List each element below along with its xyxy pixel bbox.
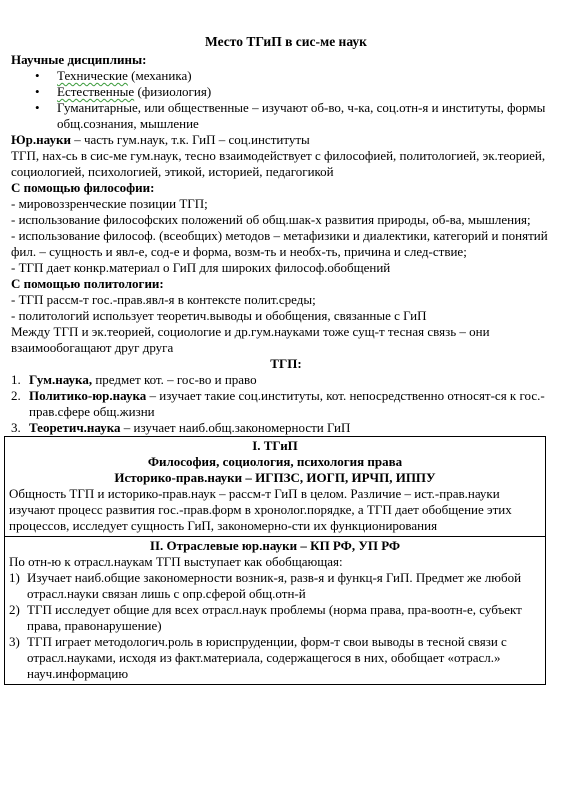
item-text: Изучает наиб.общие закономерности возник-я, разв-я и функц-я ГиП. Предмет же любой отрасл.науки связан лишь с опр.сферой общ.отн-й <box>27 570 522 601</box>
table-cell-branch-sciences <box>5 536 545 684</box>
item-rest: – изучает такие соц.институты, кот. непосредственно относят-ся к гос.-прав.сфере общ.жизни <box>29 388 545 419</box>
cell-subheading: Философия, социология, психология права <box>147 454 403 469</box>
disciplines-list <box>11 68 561 132</box>
philosophy-line: - использование философ. (всеобщих) методов – метафизики и диалектики, категорий и понятий фил. – сущность и явл-е, сод-е и форма, возм-ть и необх-ть, причина и след-ствие; <box>11 228 548 259</box>
item-rest: предмет кот. – гос-во и право <box>92 372 257 387</box>
cell-text: Общность ТГП и историко-прав.наук – рассм-т ГиП в целом. Различие – ист.-прав.науки изучают процесс развития гос.-прав.форм в хронолог.порядке, а ТГП дает обобщение этих процессов, исследует сущность ГиП, закономерно-сти их функционирования <box>9 486 512 533</box>
discipline-rest: Гуманитарные, или общественные – изучают об-во, ч-ка, соц.отн-я и институты, формы общ.сознания, мышление <box>57 100 546 131</box>
politology-line: - политологий использует теоретич.выводы и обобщения, связанные с ГиП <box>11 308 427 323</box>
discipline-main: Технические <box>57 68 128 83</box>
philosophy-line: - ТГП дает конкр.материал о ГиП для широких философ.обобщений <box>11 260 391 275</box>
item-lead: Теоретич.наука <box>29 420 121 435</box>
item-number: 3) <box>9 634 20 649</box>
item-number: 2) <box>9 602 20 617</box>
list-item <box>35 100 561 132</box>
item-rest: – изучает наиб.общ.закономерности ГиП <box>120 420 351 435</box>
politology-line: Между ТГП и эк.теорией, социологие и др.гум.науками тоже сущ-т тесная связь – они взаимообогащают друг друга <box>11 324 490 355</box>
philosophy-line: - мировоззренческие позиции ТГП; <box>11 196 208 211</box>
politology-heading: С помощью политологии: <box>11 276 164 291</box>
document-page <box>11 34 561 685</box>
law-paragraph <box>11 132 561 148</box>
sciences-table <box>4 436 546 685</box>
tgp-list <box>11 372 561 436</box>
item-number: 1) <box>9 570 20 585</box>
cell-subheading: Историко-прав.науки – ИГПЗС, ИОГП, ИРЧП, ИППУ <box>114 470 436 485</box>
cell-heading: II. Отраслевые юр.науки – КП РФ, УП РФ <box>149 538 401 553</box>
item-lead: Гум.наука, <box>29 372 93 387</box>
list-item <box>9 634 541 682</box>
item-number: 1. <box>11 372 21 387</box>
list-item <box>11 420 561 436</box>
item-number: 2. <box>11 388 21 403</box>
page-title: Место ТГиП в сис-ме наук <box>205 34 367 49</box>
item-text: ТГП играет методологич.роль в юриспруденции, форм-т свои выводы в тесной связи с отрасл.науками, исходя из факт.материала, содержащегося в них, обобщает «отрасл.» науч.информацию <box>27 634 507 681</box>
law-line2: ТГП, нах-сь в сис-ме гум.наук, тесно взаимодействует с философией, политологией, эк.теорией, социологией, психологией, этикой, историей, педагогикой <box>11 148 546 179</box>
tgp-heading: ТГП: <box>270 356 302 371</box>
list-item <box>11 388 561 420</box>
branch-list <box>9 570 541 682</box>
philosophy-heading: С помощью философии: <box>11 180 155 195</box>
cell-intro: По отн-ю к отрасл.наукам ТГП выступает как обобщающая: <box>9 554 343 569</box>
list-item <box>9 602 541 634</box>
law-lead: Юр.науки <box>11 132 71 147</box>
item-text: ТГП исследует общие для всех отрасл.наук проблемы (норма права, пра-воотн-е, субъект права, правонарушение) <box>27 602 522 633</box>
list-item <box>9 570 541 602</box>
cell-heading: I. ТГиП <box>252 438 298 453</box>
discipline-rest: (механика) <box>127 68 192 83</box>
item-number: 3. <box>11 420 21 435</box>
disciplines-heading: Научные дисциплины: <box>11 52 147 67</box>
item-lead: Политико-юр.наука <box>29 388 147 403</box>
philosophy-line: - использование философских положений об общ.шак-х развития природы, об-ва, мышления; <box>11 212 531 227</box>
discipline-main: Естественные <box>57 84 135 99</box>
list-item <box>35 68 561 84</box>
law-rest: – часть гум.наук, т.к. ГиП – соц.институты <box>70 132 310 147</box>
list-item <box>35 84 561 100</box>
politology-line: - ТГП рассм-т гос.-прав.явл-я в контексте полит.среды; <box>11 292 316 307</box>
list-item <box>11 372 561 388</box>
table-cell-tgip <box>5 437 545 536</box>
discipline-rest: (физиология) <box>134 84 212 99</box>
